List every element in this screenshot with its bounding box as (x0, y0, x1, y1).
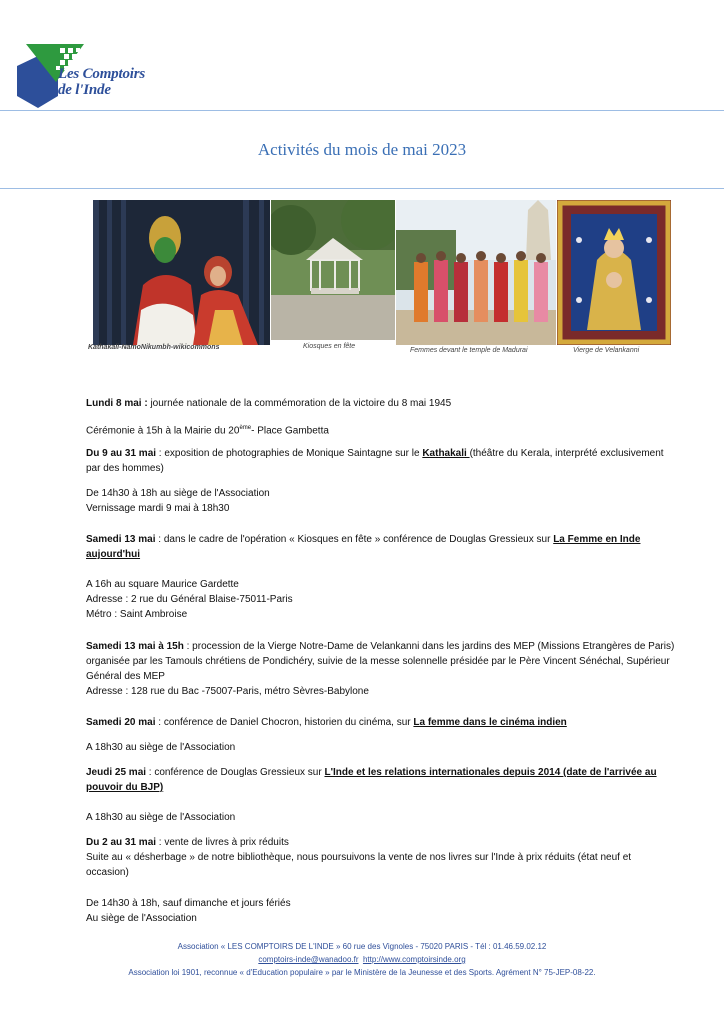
event-4-date: Samedi 13 mai à 15h (86, 641, 184, 652)
event-4-detail: Adresse : 128 rue du Bac -75007-Paris, métro Sèvres-Babylone (86, 686, 369, 697)
event-2-heading (86, 446, 676, 476)
caption-kathakali: Kathakali-NamoNikumbh-wikicommons (88, 344, 220, 351)
event-7-desc-2: Suite au « désherbage » de notre bibliothèque, nous poursuivons la vente de nos livres sur l'Inde à prix réduits (état neuf et occasion) (86, 852, 632, 878)
event-7-date: Du 2 au 31 mai (86, 837, 157, 848)
caption-kiosques: Kiosques en fête (303, 343, 356, 350)
event-2-date: Du 9 au 31 mai (86, 448, 157, 459)
event-7-detail-1: De 14h30 à 18h, sauf dimanche et jours fériés (86, 898, 291, 909)
event-5-link[interactable]: La femme dans le cinéma indien (413, 717, 567, 728)
event-1-detail-b: - Place Gambetta (251, 425, 329, 437)
event-2-detail-1: De 14h30 à 18h au siège de l'Association (86, 488, 270, 499)
event-5-desc: : conférence de Daniel Chocron, historien du cinéma, sur (155, 717, 414, 728)
event-7-detail-2: Au siège de l'Association (86, 913, 197, 924)
footer-agreement: Association loi 1901, reconnue « d'Education populaire » par le Ministère de la Jeunesse et des Sports. Agrément N° 75-JEP-08-22. (128, 968, 596, 977)
event-2-desc-b: (théâtre du Kerala, interprété exclusivement par des hommes) (86, 448, 664, 474)
event-1-desc: journée nationale de la commémoration de la victoire du 8 mai 1945 (147, 398, 452, 409)
event-7-desc: : vente de livres à prix réduits (156, 837, 289, 848)
event-5-date: Samedi 20 mai (86, 717, 156, 728)
footer-address: Association « LES COMPTOIRS DE L'INDE » 60 rue des Vignoles - 75020 PARIS - Tél : 01.46.59.02.12 (177, 942, 547, 951)
event-1-detail (86, 421, 676, 438)
photo-kiosque (271, 200, 395, 340)
event-3-link[interactable]: La Femme en Inde aujourd'hui (86, 534, 641, 560)
caption-women: Femmes devant le temple de Madurai (410, 347, 528, 354)
logo-text (58, 66, 145, 98)
event-4-desc: : procession de la Vierge Notre-Dame de Velankanni dans les jardins des MEP (Missions Etrangères de Paris) organisée par les Tamouls chrétiens de Pondichéry, suivie de la messe solennelle présidée par le Père Vincent Sénéchal, Supérieur Général des MEP (86, 641, 675, 682)
footer-website-link[interactable]: http://www.comptoirsinde.org (362, 955, 466, 964)
header-rule-bottom (0, 188, 724, 189)
event-7-heading (86, 835, 676, 850)
event-3-desc: : dans le cadre de l'opération « Kiosques en fête » conférence de Douglas Gressieux sur (155, 534, 554, 545)
event-3-heading (86, 532, 676, 562)
event-6-detail: A 18h30 au siège de l'Association (86, 812, 236, 823)
event-2-detail-2: Vernissage mardi 9 mai à 18h30 (86, 503, 230, 514)
event-4-heading (86, 639, 676, 684)
event-5-detail: A 18h30 au siège de l'Association (86, 742, 236, 753)
footer-contact (0, 955, 724, 964)
photo-kathakali (93, 200, 270, 345)
event-5-heading (86, 715, 676, 730)
event-3-detail-3: Métro : Saint Ambroise (86, 609, 188, 620)
event-2-desc-a: : exposition de photographies de Monique Saintagne sur le (156, 448, 423, 459)
footer-email-link[interactable]: comptoirs-inde@wanadoo.fr (258, 955, 359, 964)
event-1-heading (86, 396, 676, 411)
photo-women-madurai (396, 200, 556, 345)
event-6-date: Jeudi 25 mai (86, 767, 147, 778)
event-3-detail-2: Adresse : 2 rue du Général Blaise-75011-Paris (86, 594, 293, 605)
event-1-detail-a: Cérémonie à 15h à la Mairie du 20 (86, 425, 240, 437)
event-6-link[interactable]: L'Inde et les relations internationales depuis 2014 (date de l'arrivée au pouvoir du BJP) (86, 767, 657, 793)
event-6-heading (86, 765, 676, 795)
logo-line-2: de l'Inde (58, 82, 111, 98)
event-1-detail-sup: ème (239, 425, 252, 431)
event-1-date: Lundi 8 mai : (86, 398, 148, 409)
event-3-date: Samedi 13 mai (86, 534, 156, 545)
page-title: Activités du mois de mai 2023 (257, 140, 467, 159)
logo-line-1: Les Comptoirs (58, 66, 145, 82)
event-2-link[interactable]: Kathakali (422, 448, 470, 459)
event-6-desc: : conférence de Douglas Gressieux sur (146, 767, 325, 778)
caption-vierge: Vierge de Velankanni (573, 347, 640, 354)
event-3-detail-1: A 16h au square Maurice Gardette (86, 579, 239, 590)
header-rule-top (0, 110, 724, 111)
photo-vierge-velankanni (557, 200, 671, 345)
